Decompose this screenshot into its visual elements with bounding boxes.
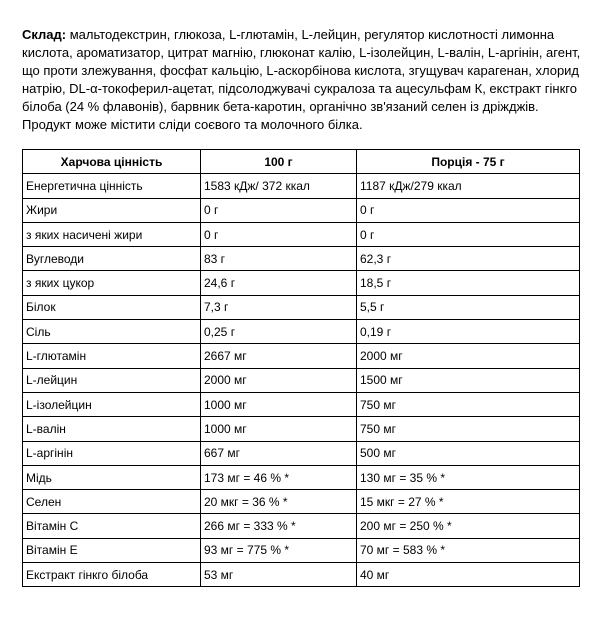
row-per-100g-cell: 0,25 г [201,320,357,344]
composition-label: Склад: [22,27,67,42]
row-nutrient-cell: Екстракт гінкго білоба [23,563,201,587]
header-nutrient: Харчова цінність [23,150,201,174]
nutrition-table [22,149,580,587]
row-per-100g-cell: 667 мг [201,441,357,465]
table-row [23,563,580,587]
row-nutrient-cell: Енергетична цінність [23,174,201,198]
table-row [23,368,580,392]
row-per-serving-cell: 130 мг = 35 % * [357,465,580,489]
row-per-serving-cell: 40 мг [357,563,580,587]
composition-paragraph [22,26,582,134]
table-row [23,344,580,368]
table-row [23,441,580,465]
row-per-100g-cell: 266 мг = 333 % * [201,514,357,538]
header-per-100g: 100 г [201,150,357,174]
nutrition-table-body [23,174,580,587]
table-row [23,392,580,416]
row-nutrient-cell: Вітамін Е [23,538,201,562]
row-per-100g-cell: 24,6 г [201,271,357,295]
row-nutrient-cell: з яких цукор [23,271,201,295]
row-per-serving-cell: 0 г [357,222,580,246]
row-per-serving-cell: 70 мг = 583 % * [357,538,580,562]
row-nutrient-cell: Вуглеводи [23,247,201,271]
row-nutrient-cell: L-ізолейцин [23,392,201,416]
row-nutrient-cell: L-валін [23,417,201,441]
table-row [23,174,580,198]
row-per-100g-cell: 0 г [201,198,357,222]
row-per-serving-cell: 0,19 г [357,320,580,344]
row-per-serving-cell: 18,5 г [357,271,580,295]
row-per-serving-cell: 750 мг [357,417,580,441]
table-row [23,514,580,538]
header-row [23,150,580,174]
row-nutrient-cell: Жири [23,198,201,222]
table-row [23,295,580,319]
row-per-100g-cell: 53 мг [201,563,357,587]
row-per-100g-cell: 93 мг = 775 % * [201,538,357,562]
row-nutrient-cell: з яких насичені жири [23,222,201,246]
row-per-serving-cell: 200 мг = 250 % * [357,514,580,538]
row-nutrient-cell: L-лейцин [23,368,201,392]
row-per-100g-cell: 20 мкг = 36 % * [201,490,357,514]
table-row [23,417,580,441]
row-nutrient-cell: Сіль [23,320,201,344]
row-per-serving-cell: 0 г [357,198,580,222]
row-per-serving-cell: 15 мкг = 27 % * [357,490,580,514]
row-per-100g-cell: 1000 мг [201,417,357,441]
row-per-100g-cell: 7,3 г [201,295,357,319]
row-per-100g-cell: 83 г [201,247,357,271]
table-row [23,222,580,246]
nutrition-table-header [23,150,580,174]
row-per-100g-cell: 1583 кДж/ 372 ккал [201,174,357,198]
row-nutrient-cell: L-глютамін [23,344,201,368]
table-row [23,320,580,344]
row-nutrient-cell: Вітамін С [23,514,201,538]
composition-text: мальтодекстрин, глюкоза, L-глютамін, L-лейцин, регулятор кислотності лимонна кислота, ароматизатор, цитрат магнію, глюконат калію, L-ізолейцин, L-валін, L-аргінін, агент, що проти злежування, фосфат кальцію, L-аскорбінова кислота, згущувач карагенан, хлорид натрію, DL-α-токоферил-ацетат, підсолоджувачі сукралоза та ацесульфам К, екстракт гінкго білоба (24 % флавонів), барвник бета-каротин, органічно зв'язаний селен із дріжджів. Продукт може містити сліди соєвого та молочного білка. [22,27,581,132]
row-nutrient-cell: Мідь [23,465,201,489]
row-per-serving-cell: 750 мг [357,392,580,416]
table-row [23,247,580,271]
row-per-100g-cell: 1000 мг [201,392,357,416]
row-per-100g-cell: 2000 мг [201,368,357,392]
row-per-serving-cell: 62,3 г [357,247,580,271]
row-per-100g-cell: 0 г [201,222,357,246]
row-per-serving-cell: 5,5 г [357,295,580,319]
table-row [23,271,580,295]
row-nutrient-cell: Селен [23,490,201,514]
row-per-serving-cell: 1187 кДж/279 ккал [357,174,580,198]
row-nutrient-cell: Білок [23,295,201,319]
row-per-serving-cell: 2000 мг [357,344,580,368]
table-row [23,490,580,514]
table-row [23,538,580,562]
row-per-100g-cell: 173 мг = 46 % * [201,465,357,489]
row-per-serving-cell: 500 мг [357,441,580,465]
header-per-serving: Порція - 75 г [357,150,580,174]
table-row [23,198,580,222]
row-per-serving-cell: 1500 мг [357,368,580,392]
row-per-100g-cell: 2667 мг [201,344,357,368]
table-row [23,465,580,489]
row-nutrient-cell: L-аргінін [23,441,201,465]
